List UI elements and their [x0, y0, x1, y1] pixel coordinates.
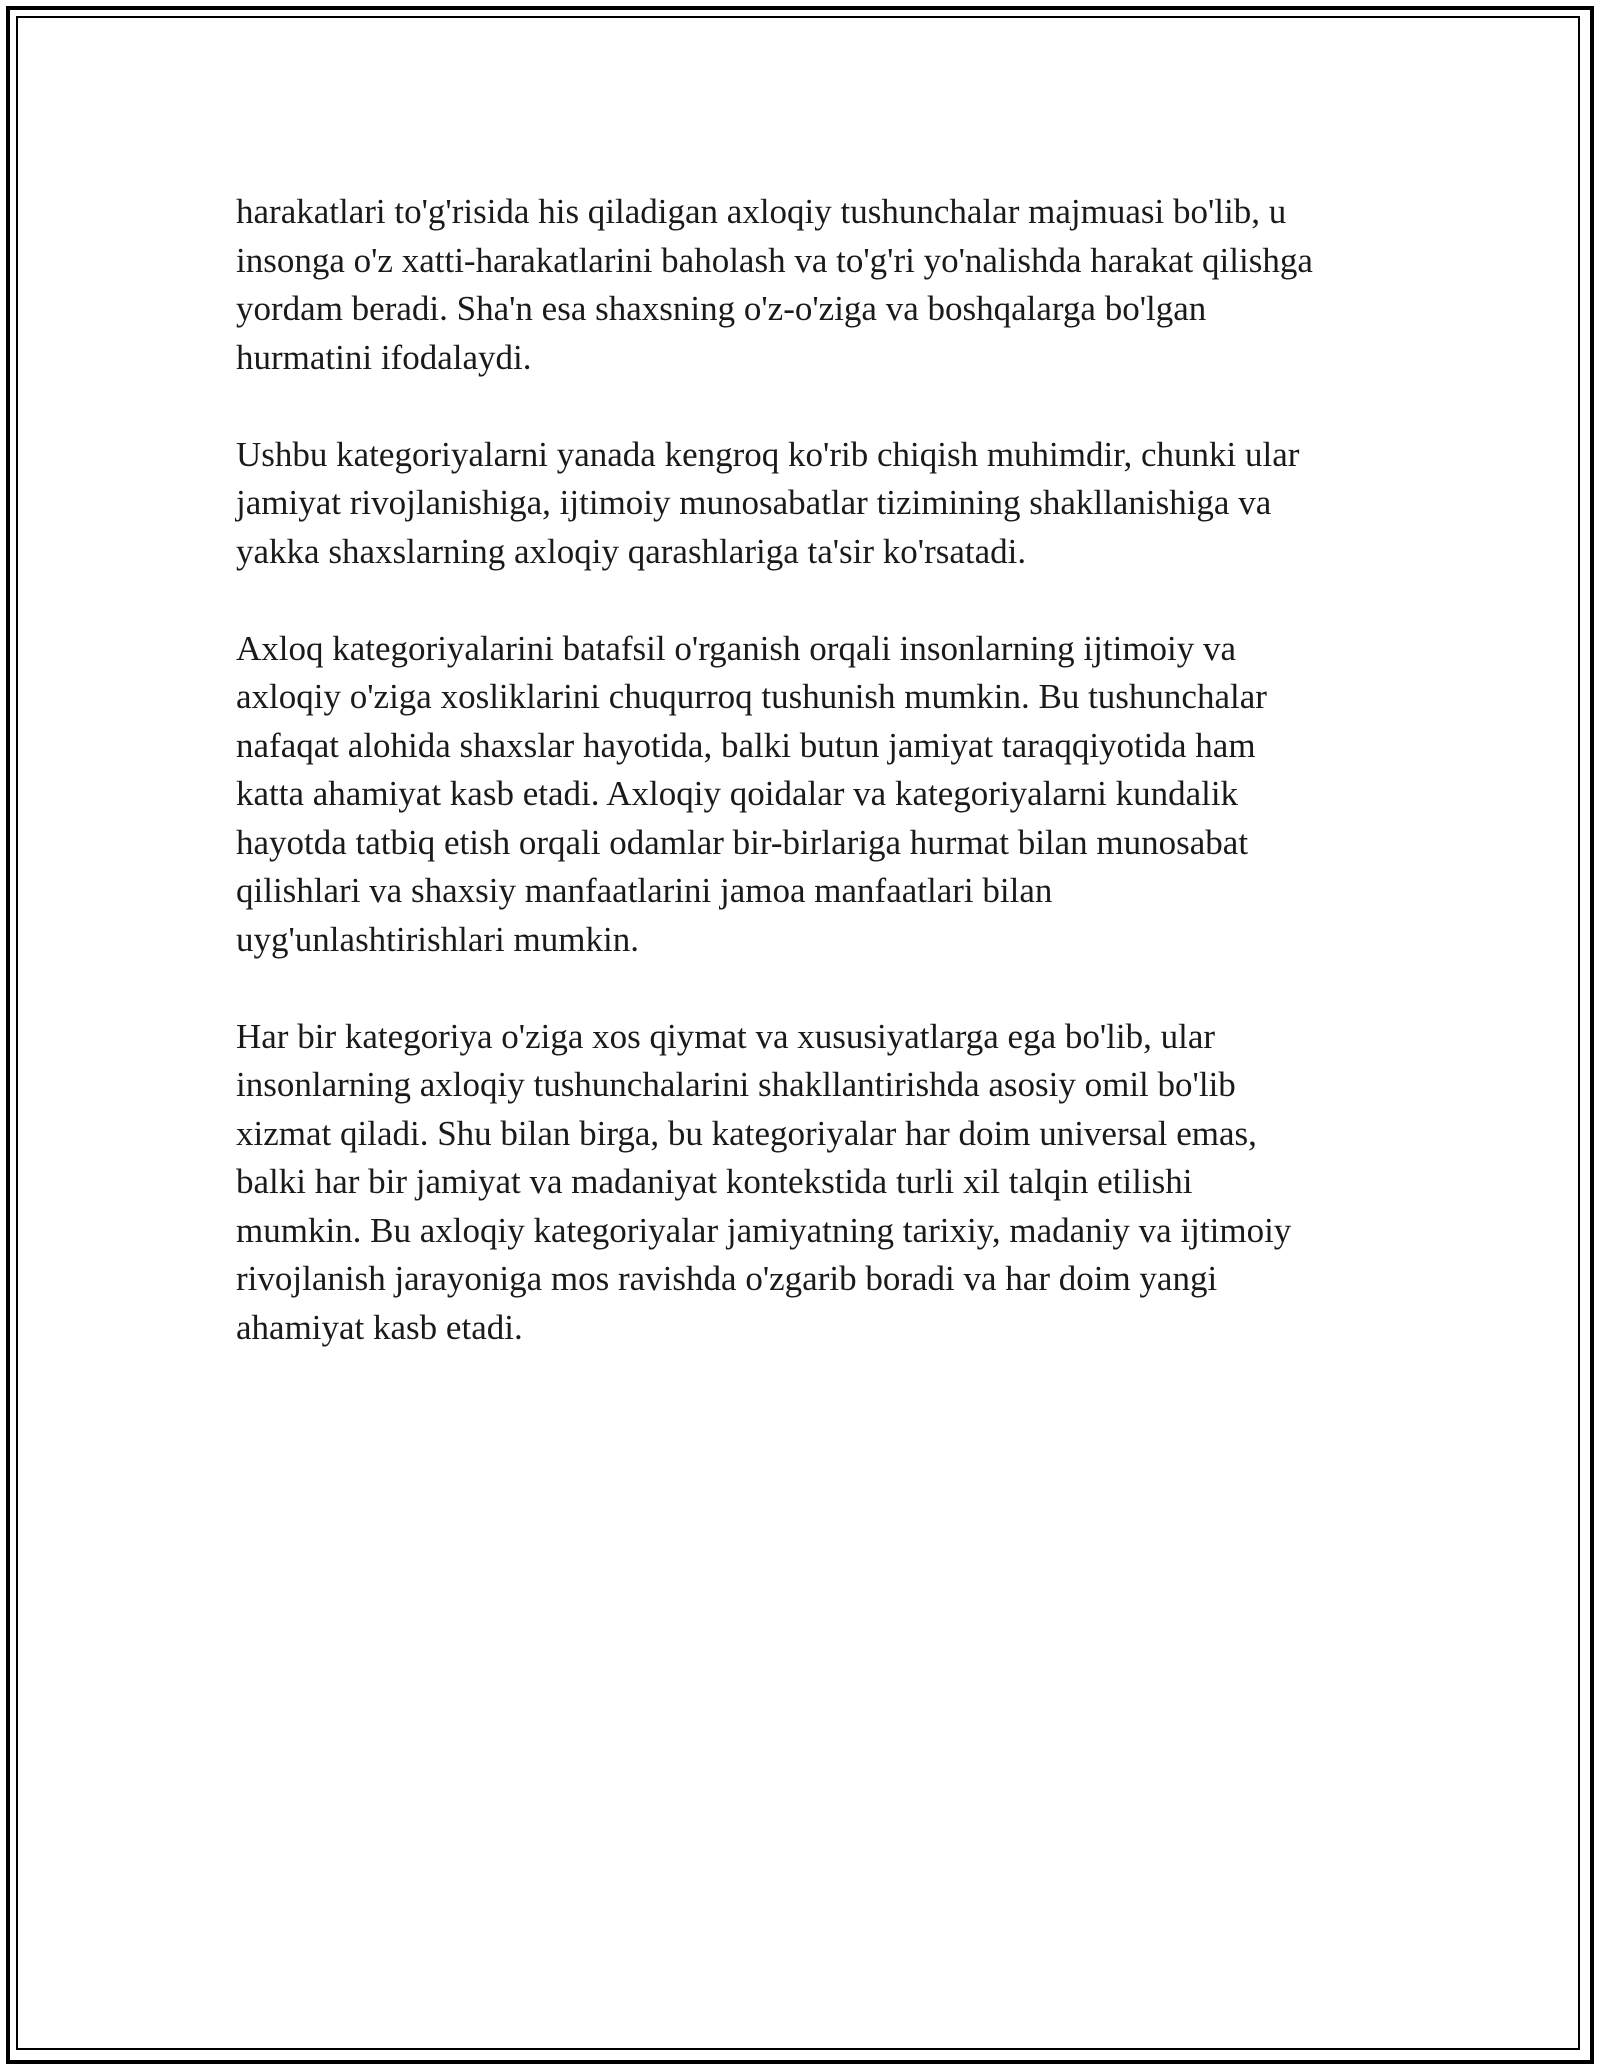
text-line: nafaqat alohida shaxslar hayotida, balki butun jamiyat taraqqiyotida ham — [236, 725, 1256, 765]
text-line: katta ahamiyat kasb etadi. Axloqiy qoidalar va kategoriyalarni kundalik — [236, 774, 1239, 813]
text-line: axloqiy o'ziga xosliklarini chuqurroq tushunish mumkin. Bu tushunchalar — [236, 677, 1267, 716]
text-line: yordam beradi. Sha'n esa shaxsning o'z-o'ziga va boshqalarga bo'lgan — [236, 289, 1207, 328]
text-line: Axloq kategoriyalarini batafsil o'rganish orqali insonlarning ijtimoiy va — [236, 628, 1237, 668]
text-line: mumkin. Bu axloqiy kategoriyalar jamiyatning tarixiy, madaniy va ijtimoiy — [236, 1210, 1292, 1250]
text-line: harakatlari to'g'risida his qiladigan axloqiy tushunchalar majmuasi bo'lib, u — [236, 192, 1287, 231]
text-line: balki har bir jamiyat va madaniyat kontekstida turli xil talqin etilishi — [236, 1162, 1193, 1201]
document-body — [236, 188, 1386, 1401]
text-line: insonlarning axloqiy tushunchalarini shakllantirishda asosiy omil bo'lib — [236, 1065, 1236, 1104]
paragraph-4 — [236, 1013, 1386, 1353]
text-line: Har bir kategoriya o'ziga xos qiymat va xususiyatlarga ega bo'lib, ular — [236, 1016, 1216, 1056]
paragraph-3 — [236, 625, 1386, 965]
text-line: ahamiyat kasb etadi. — [236, 1307, 523, 1347]
text-line: xizmat qiladi. Shu bilan birga, bu kategoriyalar har doim universal emas, — [236, 1113, 1257, 1153]
text-line: qilishlari va shaxsiy manfaatlarini jamoa manfaatlari bilan — [236, 871, 1053, 910]
text-line: jamiyat rivojlanishiga, ijtimoiy munosabatlar tizimining shakllanishiga va — [236, 483, 1272, 522]
text-line: Ushbu kategoriyalarni yanada kengroq ko'rib chiqish muhimdir, chunki ular — [236, 434, 1300, 474]
paragraph-2 — [236, 431, 1386, 577]
paragraph-1 — [236, 188, 1386, 382]
text-line: yakka shaxslarning axloqiy qarashlariga ta'sir ko'rsatadi. — [236, 531, 1027, 571]
text-line: hurmatini ifodalaydi. — [236, 337, 532, 377]
text-line: uyg'unlashtirishlari mumkin. — [236, 919, 639, 959]
text-line: hayotda tatbiq etish orqali odamlar bir-birlariga hurmat bilan munosabat — [236, 822, 1249, 862]
text-line: rivojlanish jarayoniga mos ravishda o'zgarib boradi va har doim yangi — [236, 1259, 1218, 1298]
text-line: insonga o'z xatti-harakatlarini baholash va to'g'ri yo'nalishda harakat qilishga — [236, 240, 1313, 280]
